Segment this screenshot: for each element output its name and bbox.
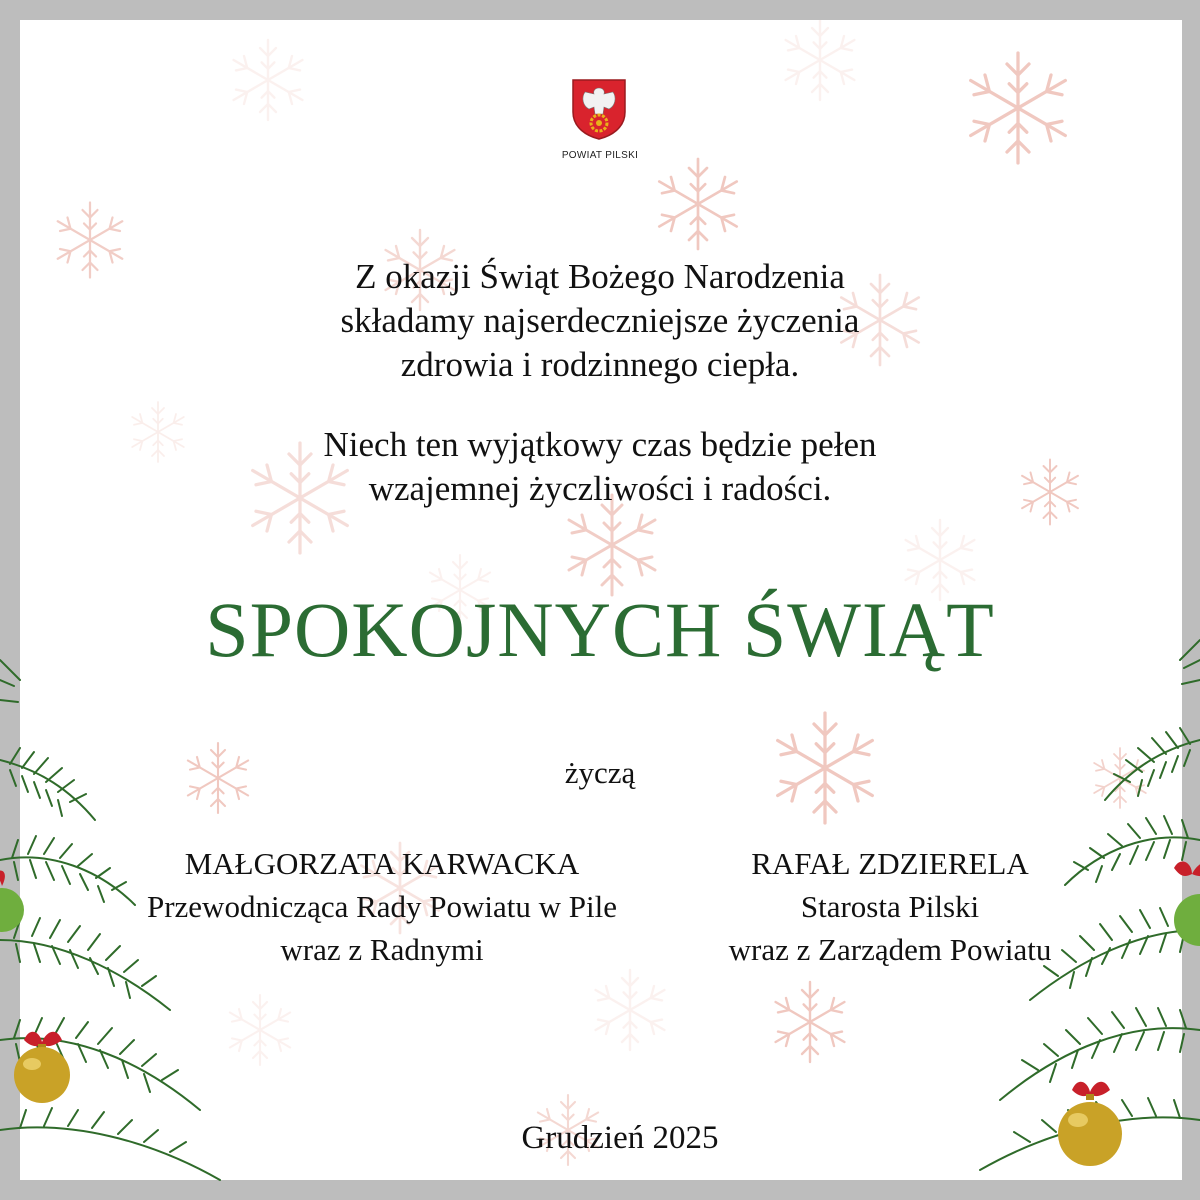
wish-text — [200, 423, 1000, 511]
bauble-icon — [1058, 1082, 1122, 1166]
signer-role: Przewodnicząca Rady Powiatu w Pile — [146, 889, 618, 924]
date: Grudzień 2025 — [521, 1120, 719, 1156]
christmas-tree-branch-icon — [960, 630, 1200, 1200]
snowflake-icon — [58, 203, 123, 278]
signer-with: wraz z Radnymi — [280, 932, 484, 967]
signer-name: RAFAŁ ZDZIERELA — [751, 846, 1029, 881]
snowflake-icon — [778, 713, 873, 823]
snowflake-icon — [971, 53, 1066, 163]
greeting-line: składamy najserdeczniejsze życzenia — [340, 301, 860, 340]
from-label: życzą — [564, 755, 636, 790]
snowflake-icon — [1022, 460, 1078, 525]
logo-caption: POWIAT PILSKI — [561, 150, 639, 161]
signer-role: Starosta Pilski — [800, 889, 980, 924]
bauble-icon — [1174, 861, 1200, 946]
signer-with: wraz z Zarządem Powiatu — [728, 932, 1052, 967]
snowflake-icon — [659, 159, 736, 249]
greeting-line: zdrowia i rodzinnego ciepła. — [400, 345, 800, 384]
bauble-icon — [0, 871, 24, 932]
snowflake-icon — [230, 995, 290, 1065]
snowflake-icon — [234, 40, 303, 120]
headline: SPOKOJNYCH ŚWIĄT — [205, 586, 995, 673]
wish-line: Niech ten wyjątkowy czas będzie pełen — [323, 425, 877, 464]
snowflake-icon — [776, 982, 845, 1062]
greeting-line: Z okazji Świąt Bożego Narodzenia — [355, 257, 845, 296]
snowflake-icon — [132, 402, 184, 462]
greeting-text — [200, 255, 1000, 387]
snowflake-icon — [786, 20, 855, 100]
snowflake-icon — [596, 970, 665, 1050]
signer-name: MAŁGORZATA KARWACKA — [184, 846, 580, 881]
wish-line: wzajemnej życzliwości i radości. — [368, 469, 832, 508]
bauble-icon — [14, 1032, 70, 1103]
coat-of-arms-eagle-icon — [571, 78, 627, 140]
christmas-tree-branch-icon — [0, 640, 230, 1200]
